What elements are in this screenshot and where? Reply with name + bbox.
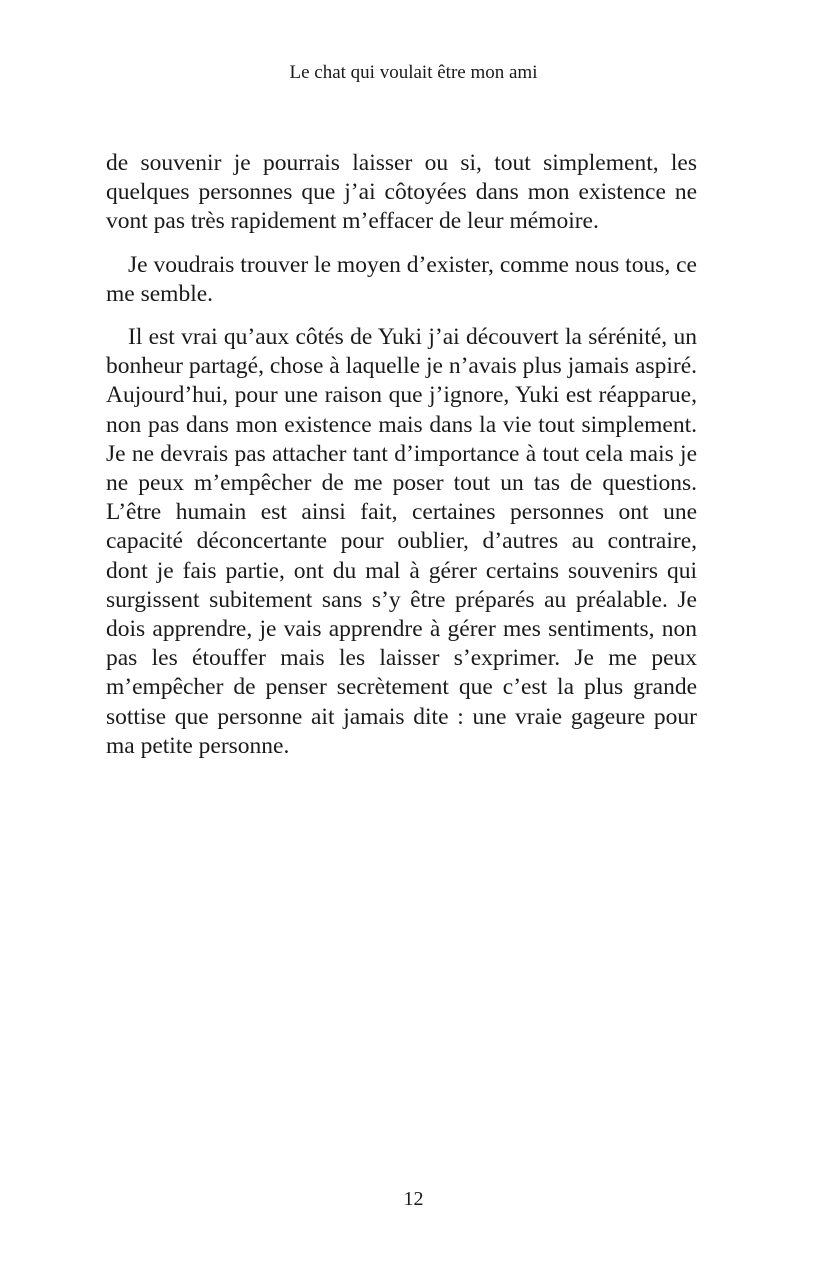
paragraph: Je voudrais trouver le moyen d’exister, comme nous tous, ce me semble.: [106, 251, 697, 307]
body-text: [106, 149, 697, 775]
paragraph: Il est vrai qu’aux côtés de Yuki j’ai découvert la sérénité, un bonheur partagé, chose à laquelle je n’avais plus jamais aspiré. Aujourd’hui, pour une raison que j’ignore, Yuki est réapparue, non pas dans mon existence mais dans la vie tout simplement. Je ne devrais pas attacher tant d’importance à tout cela mais je ne peux m’empêcher de me poser tout un tas de questions. L’être humain est ainsi fait, certaines personnes ont une capacité déconcertante pour oublier, d’autres au contraire, dont je fais partie, ont du mal à gérer certains souvenirs qui surgissent subitement sans s’y être préparés au préalable. Je dois apprendre, je vais apprendre à gérer mes sentiments, non pas les étouffer mais les laisser s’exprimer. Je me peux m’empêcher de penser secrètement que c’est la plus grande sottise que personne ait jamais dite : une vraie gageure pour ma petite personne.: [106, 324, 697, 759]
paragraph-continuation: de souvenir je pourrais laisser ou si, tout simplement, les quelques personnes que j’ai côtoyées dans mon existence ne vont pas très rapidement m’effacer de leur mémoire.: [106, 150, 697, 235]
page-number: 12: [403, 1188, 424, 1210]
running-header-title: Le chat qui voulait être mon ami: [289, 62, 538, 83]
